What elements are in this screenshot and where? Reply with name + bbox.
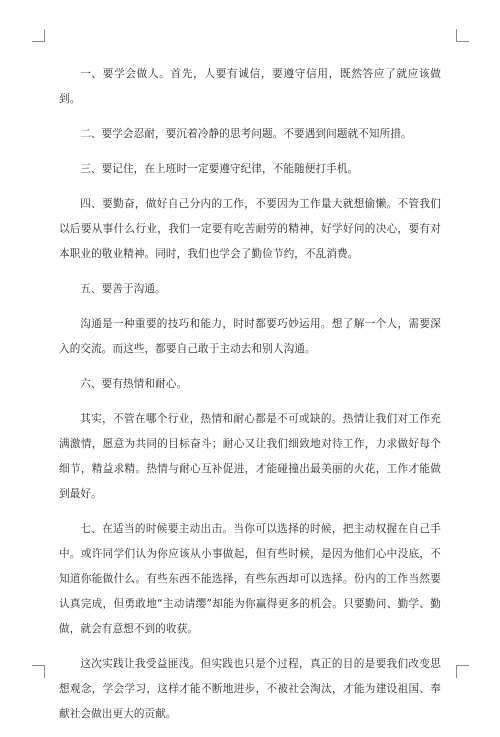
crop-mark-top-left — [32, 29, 45, 42]
paragraph-9: 七、在适当的时候要主动出击。当你可以选择的时候，把主动权握在自己手中。或许同学们认为你应该从小事做起，但有些时候，是因为他们心中没底，不知道你能做什么。有些东西不能选择，有些东西却可以选择。份内的工作当然要认真完成，但勇敢地“主动请缨”却能为你赢得更多的机会。只要勤问、勤学、勤做，就会有意想不到的收获。 — [59, 523, 441, 635]
paragraph-10: 这次实践让我受益匪浅。但实践也只是个过程，真正的目的是要我们改变思想观念，学会学习，这样才能不断地进步，不被社会淘汰，才能为建设祖国、奉献社会做出更大的贡献。 — [59, 658, 441, 720]
paragraph-7: 六、要有热情和耐心。 — [80, 378, 188, 390]
paragraph-2: 二、要学会忍耐，要沉着冷静的思考问题。不要遇到问题就不知所措。 — [80, 128, 412, 140]
paragraph-4: 四、要勤奋，做好自己分内的工作，不要因为工作量大就想偷懒。不管我们以后要从事什么行业，我们一定要有吃苦耐劳的精神，好学好问的决心，要有对本职业的敬业精神。同时，我们也学会了勤俭节约，不乱消费。 — [59, 198, 441, 260]
document-body — [59, 62, 441, 737]
paragraph-5: 五、要善于沟通。 — [80, 283, 166, 295]
crop-mark-top-right — [456, 29, 469, 42]
paragraph-8: 其实，不管在哪个行业，热情和耐心都是不可或缺的。热情让我们对工作充满激情，愿意为共同的目标奋斗；耐心又让我们细致地对待工作，力求做好每个细节，精益求精。热情与耐心互补促进，才能碰撞出最美丽的火花，工作才能做到最好。 — [59, 413, 441, 500]
paragraph-1: 一、要学会做人。首先，人要有诚信，要遵守信用，既然答应了就应该做到。 — [59, 68, 441, 105]
paragraph-3: 三、要记住，在上班时一定要遵守纪律，不能随便打手机。 — [80, 163, 359, 175]
crop-mark-bottom-right — [456, 665, 469, 678]
crop-mark-bottom-left — [32, 665, 45, 678]
paragraph-6: 沟通是一种重要的技巧和能力，时时都要巧妙运用。想了解一个人，需要深入的交流。而这些，都要自己敢于主动去和别人沟通。 — [59, 318, 441, 355]
